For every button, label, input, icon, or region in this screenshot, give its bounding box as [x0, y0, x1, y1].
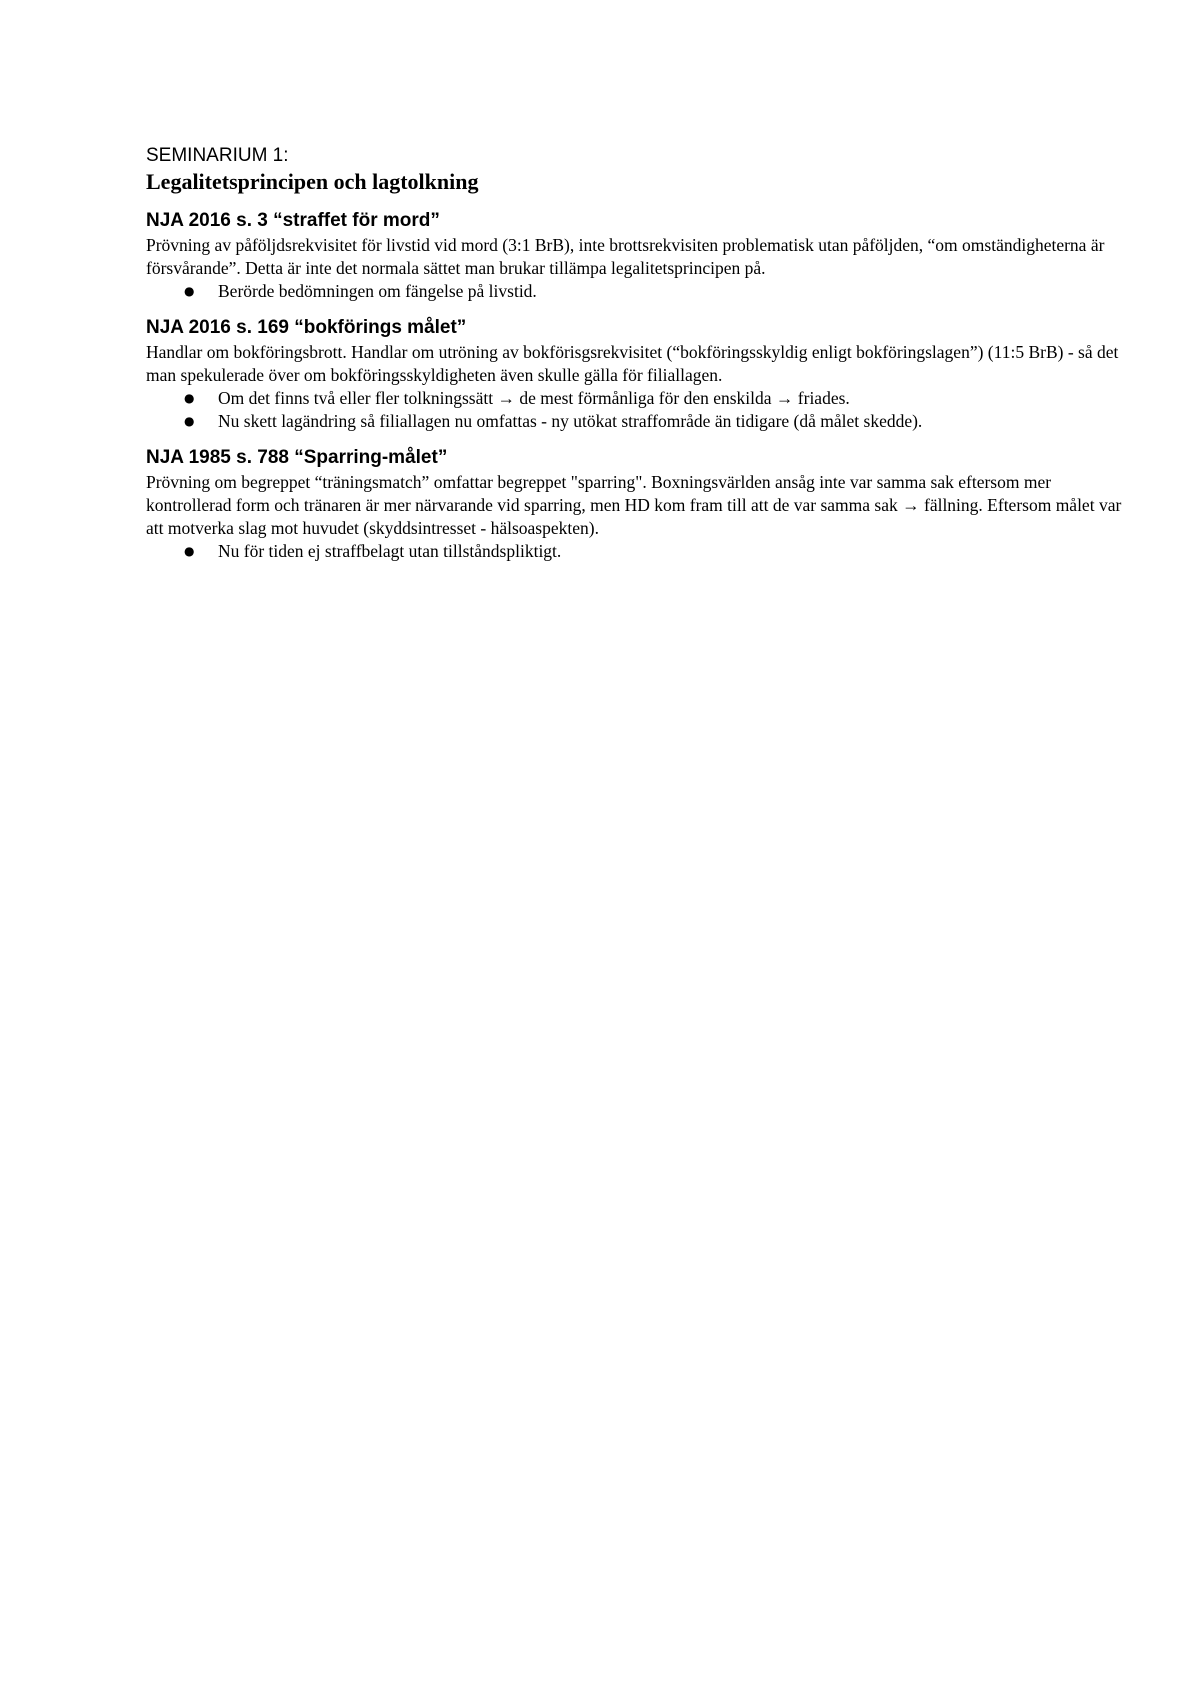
bullet-text: Berörde bedömningen om fängelse på livstid.	[218, 281, 537, 301]
case-heading: NJA 2016 s. 3 “straffet för mord”	[146, 210, 440, 231]
case-section	[146, 445, 1126, 563]
document-subtitle: Legalitetsprincipen och lagtolkning	[146, 169, 479, 194]
bullet-icon: ●	[184, 544, 195, 558]
bullet-list	[146, 540, 1126, 563]
bullet-icon: ●	[184, 414, 195, 428]
bullet-text: Nu skett lagändring så filiallagen nu omfattas - ny utökat straffområde än tidigare (då målet skedde).	[218, 411, 923, 431]
bullet-icon: ●	[184, 391, 195, 405]
case-heading: NJA 2016 s. 169 “bokförings målet”	[146, 317, 467, 338]
bullet-item	[146, 280, 1126, 303]
bullet-icon: ●	[184, 284, 195, 298]
bullet-item	[146, 540, 1126, 563]
bullet-item	[146, 387, 1126, 410]
bullet-text: Nu för tiden ej straffbelagt utan tillståndspliktigt.	[218, 541, 562, 561]
bullet-text: Om det finns två eller fler tolkningssätt → de mest förmånliga för den enskilda → friades.	[218, 388, 850, 408]
case-section	[146, 315, 1126, 433]
bullet-item	[146, 410, 1126, 433]
document-title: SEMINARIUM 1:	[146, 145, 289, 166]
case-body: Prövning av påföljdsrekvisitet för livstid vid mord (3:1 BrB), inte brottsrekvisiten problematisk utan påföljden, “om omständigheterna är försvårande”. Detta är inte det normala sättet man brukar tillämpa legalitetsprincipen på.	[146, 235, 1105, 278]
case-body: Handlar om bokföringsbrott. Handlar om utröning av bokförisgsrekvisitet (“bokföringsskyldig enligt bokföringslagen”) (11:5 BrB) - så det man spekulerade över om bokföringsskyldigheten även skulle gälla för filiallagen.	[146, 342, 1119, 385]
case-section	[146, 208, 1126, 303]
bullet-list	[146, 387, 1126, 433]
document-content	[146, 144, 1126, 575]
case-body: Prövning om begreppet “träningsmatch” omfattar begreppet "sparring". Boxningsvärlden ansåg inte var samma sak eftersom mer kontrollerad form och tränaren är mer närvarande vid sparring, men HD kom fram till att de var samma sak → fällning. Eftersom målet var att motverka slag mot huvudet (skyddsintresset - hälsoaspekten).	[146, 472, 1122, 538]
bullet-list	[146, 280, 1126, 303]
case-heading: NJA 1985 s. 788 “Sparring-målet”	[146, 447, 448, 468]
